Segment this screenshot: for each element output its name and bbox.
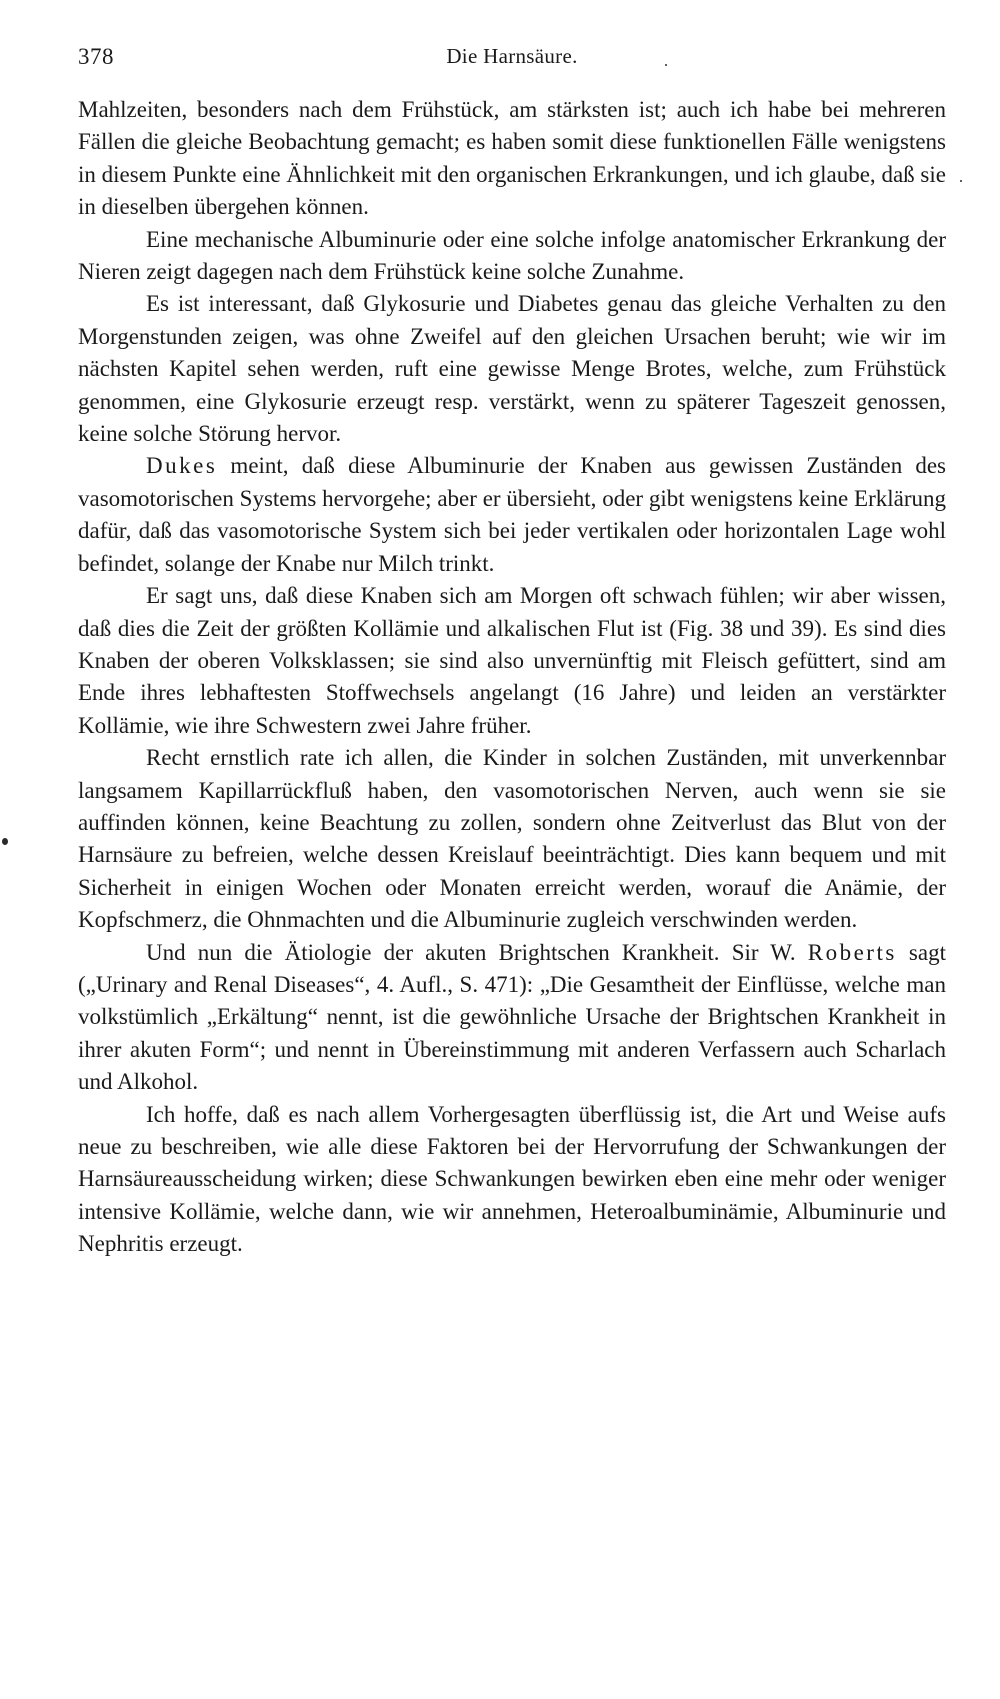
margin-speck	[960, 180, 962, 182]
paragraph-text: sagt („Urinary and Renal Diseases“, 4. Aufl., S. 471): „Die Gesamtheit der Einflüsse, welche man volkstümlich „Erkältung“ nennt, ist die gewöhnliche Ursache der Brightschen Krankheit in ihrer akuten Form“; und nennt in Übereinstimmung mit anderen Verfassern auch Scharlach und Alkohol.	[78, 939, 946, 1095]
margin-ink-dot	[2, 838, 8, 845]
book-page	[78, 44, 946, 1261]
paragraph-dukes	[78, 450, 946, 580]
paragraph-conclusion	[78, 1099, 946, 1261]
paragraph-text: Recht ernstlich rate ich allen, die Kinder in solchen Zuständen, mit unverkennbar langsamem Kapillarrückfluß haben, den vasomotorischen Nerven, auch wenn sie sie auffinden können, keine Beachtung zu zollen, sondern ohne Zeitverlust das Blut von der Harnsäure zu befreien, welche dessen Kreislauf beeinträchtigt. Dies kann bequem und mit Sicherheit in einigen Wochen oder Monaten erreicht werden, worauf die Anämie, der Kopfschmerz, die Ohnmachten und die Albuminurie zugleich verschwinden werden.	[78, 745, 946, 933]
paragraph-mechanical-albuminuria	[78, 224, 946, 289]
body-text	[78, 94, 946, 1261]
paragraph-lead: Und nun die Ätiologie der akuten Brightschen Krankheit. Sir W.	[146, 939, 808, 965]
paragraph-text: meint, daß diese Albuminurie der Knaben aus gewissen Zuständen des vasomotorischen Systems hervorgehe; aber er übersieht, oder gibt wenigstens keine Erklärung dafür, daß das vasomotorische System sich bei jeder vertikalen oder horizontalen Lage wohl befindet, solange der Knabe nur Milch trinkt.	[78, 453, 946, 576]
paragraph-text: Mahlzeiten, besonders nach dem Frühstück, am stärksten ist; auch ich habe bei mehreren Fällen die gleiche Beobachtung gemacht; es haben somit diese funktionellen Fälle wenigstens in diesem Punkte eine Ähnlichkeit mit den organischen Erkrankungen, und ich glaube, daß sie in dieselben übergehen können.	[78, 97, 946, 220]
paragraph-weak-mornings	[78, 580, 946, 742]
paragraph-bright-disease	[78, 937, 946, 1099]
paragraph-glycosuria	[78, 288, 946, 450]
paragraph-text: Ich hoffe, daß es nach allem Vorhergesagten überflüssig ist, die Art und Weise aufs neue zu beschreiben, wie alle diese Faktoren bei der Hervorrufung der Schwankungen der Harnsäureausscheidung wirken; diese Schwankungen bewirken eben eine mehr oder weniger intensive Kollämie, welche dann, wie wir annehmen, Heteroalbuminämie, Albuminurie und Nephritis erzeugt.	[78, 1101, 946, 1257]
running-title: Die Harnsäure.	[446, 44, 578, 68]
paragraph-text: Es ist interessant, daß Glykosurie und Diabetes genau das gleiche Verhalten zu den Morgenstunden zeigen, was ohne Zweifel auf den gleichen Ursachen beruht; wie wir im nächsten Kapitel sehen werden, ruft eine gewisse Menge Brotes, welche, zum Frühstück genommen, eine Glykosurie erzeugt resp. verstärkt, wenn zu späterer Tageszeit genossen, keine solche Störung hervor.	[78, 291, 946, 447]
author-name-dukes: Dukes	[146, 453, 218, 479]
paragraph-continuation	[78, 94, 946, 224]
page-header	[78, 44, 946, 80]
margin-speck	[665, 64, 667, 66]
paragraph-text: Er sagt uns, daß diese Knaben sich am Morgen oft schwach fühlen; wir aber wissen, daß dies die Zeit der größten Kollämie und alkalischen Flut ist (Fig. 38 und 39). Es sind dies Knaben der oberen Volksklassen; sie sind also unvernünftig mit Fleisch gefüttert, sind am Ende ihres lebhaftesten Stoffwechsels angelangt (16 Jahre) und leiden an verstärkter Kollämie, wie ihre Schwestern zwei Jahre früher.	[78, 583, 946, 738]
author-name-roberts: Roberts	[807, 939, 897, 965]
page-number: 378	[78, 44, 114, 69]
paragraph-advice	[78, 742, 946, 936]
paragraph-text: Eine mechanische Albuminurie oder eine solche infolge anatomischer Erkrankung der Nieren zeigt dagegen nach dem Frühstück keine solche Zunahme.	[78, 226, 946, 285]
